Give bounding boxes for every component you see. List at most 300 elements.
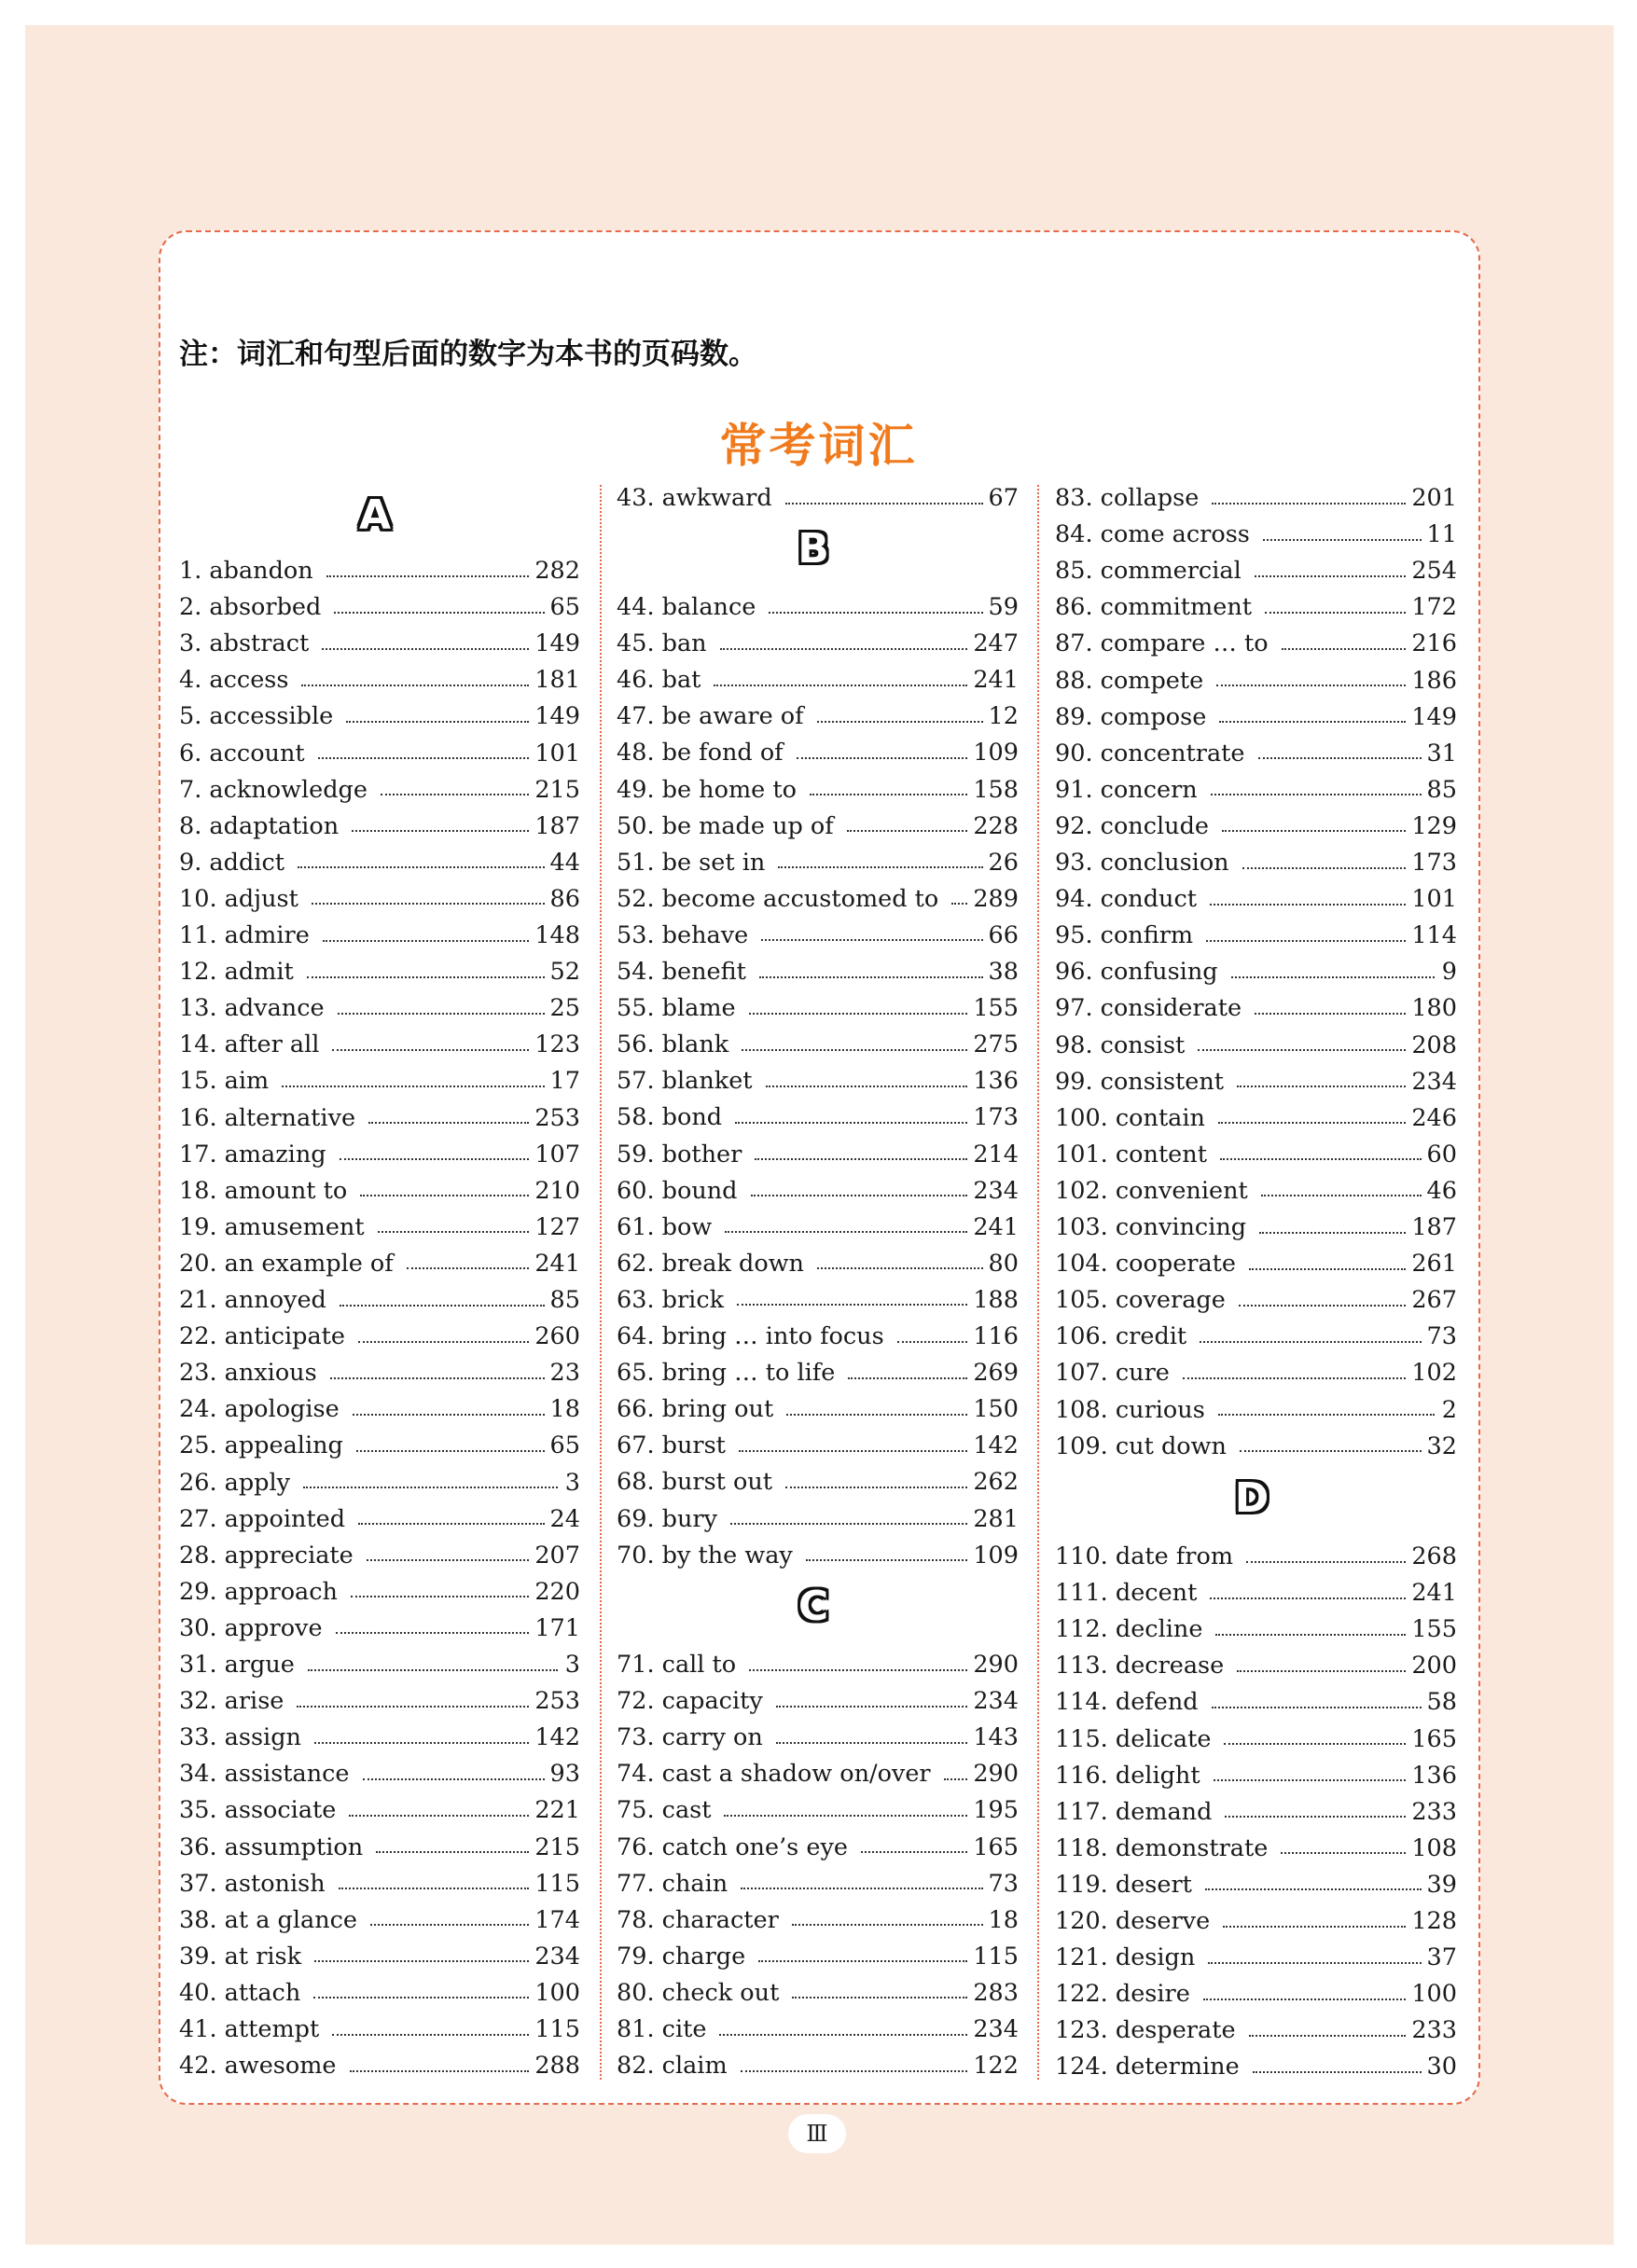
- dot-leader: [350, 2068, 530, 2072]
- dot-leader: [730, 1521, 967, 1525]
- vocab-term: 47. be aware of: [617, 702, 804, 731]
- vocab-term: 12. admit: [179, 958, 294, 987]
- vocab-entry: [179, 662, 580, 698]
- dot-leader: [334, 610, 544, 614]
- dot-leader: [1208, 1960, 1421, 1964]
- vocab-page: 150: [973, 1395, 1019, 1424]
- vocab-term: 98. consist: [1055, 1030, 1186, 1059]
- vocab-page: 165: [973, 1832, 1019, 1861]
- vocab-term: 22. anticipate: [179, 1322, 345, 1351]
- vocab-page: 58: [1426, 1688, 1457, 1717]
- vocab-term: 51. be set in: [617, 848, 766, 877]
- vocab-term: 94. conduct: [1055, 885, 1197, 914]
- vocab-entry: [179, 1720, 580, 1756]
- vocab-term: 20. an example of: [179, 1249, 394, 1278]
- vocab-term: 46. bat: [617, 666, 701, 695]
- vocab-entry: [179, 1428, 580, 1464]
- vocab-term: 54. benefit: [617, 958, 746, 986]
- vocab-page: 65: [549, 593, 580, 622]
- dot-leader: [720, 646, 968, 650]
- vocab-page: 173: [1411, 849, 1457, 877]
- vocab-page: 253: [534, 1103, 580, 1132]
- vocab-term: 89. compose: [1055, 702, 1207, 731]
- vocab-entry: [1055, 1355, 1457, 1391]
- vocab-entry: [179, 1756, 580, 1792]
- vocab-term: 73. carry on: [617, 1723, 763, 1752]
- vocab-term: 83. collapse: [1055, 484, 1200, 512]
- vocab-term: 74. cast a shadow on/over: [617, 1760, 931, 1789]
- vocab-page: 3: [564, 1651, 580, 1679]
- vocab-term: 37. astonish: [179, 1869, 326, 1898]
- vocab-page: 174: [534, 1905, 580, 1934]
- vocab-entry: [617, 698, 1019, 735]
- vocab-entry: [179, 1866, 580, 1902]
- vocab-entry: [617, 1792, 1019, 1829]
- vocab-page: 186: [1411, 666, 1457, 695]
- dot-leader: [358, 1339, 529, 1343]
- vocab-entry: [179, 1902, 580, 1939]
- vocab-term: 41. attempt: [179, 2015, 320, 2043]
- dot-leader: [1265, 610, 1406, 614]
- dot-leader: [749, 1011, 968, 1015]
- vocab-entry: [179, 1355, 580, 1391]
- dot-leader: [1225, 1814, 1406, 1818]
- vocab-page: 215: [534, 775, 580, 804]
- vocab-page: 114: [1411, 921, 1457, 950]
- dot-leader: [407, 1265, 530, 1269]
- vocab-page: 44: [549, 848, 580, 877]
- vocab-page: 143: [973, 1723, 1019, 1752]
- vocab-page: 220: [534, 1577, 580, 1606]
- vocab-term: 124. determine: [1055, 2053, 1240, 2081]
- dot-leader: [1215, 1632, 1406, 1636]
- vocab-entry: [1055, 1282, 1457, 1319]
- vocab-term: 80. check out: [617, 1978, 780, 2007]
- vocab-term: 97. considerate: [1055, 994, 1242, 1023]
- dot-leader: [1223, 1924, 1406, 1928]
- dot-leader: [340, 1156, 530, 1160]
- vocab-term: 28. appreciate: [179, 1541, 354, 1570]
- vocab-entry: [1055, 1648, 1457, 1684]
- vocab-term: 122. desire: [1055, 1980, 1190, 2009]
- vocab-term: 38. at a glance: [179, 1905, 358, 1934]
- dot-leader: [806, 1557, 968, 1561]
- vocab-entry: [617, 1428, 1019, 1464]
- dot-leader: [817, 719, 983, 723]
- vocab-term: 29. approach: [179, 1577, 338, 1606]
- vocab-term: 59. bother: [617, 1140, 742, 1169]
- vocab-page: 18: [549, 1395, 580, 1424]
- dot-leader: [766, 1084, 968, 1087]
- dot-leader: [792, 1995, 967, 1998]
- vocab-term: 30. approve: [179, 1613, 323, 1642]
- vocab-entry: [617, 954, 1019, 990]
- vocab-page: 241: [534, 1249, 580, 1278]
- dot-leader: [1240, 1448, 1422, 1452]
- vocab-page: 18: [988, 1905, 1019, 1934]
- vocab-term: 101. content: [1055, 1140, 1207, 1169]
- dot-leader: [1222, 828, 1406, 832]
- vocab-term: 93. conclusion: [1055, 849, 1229, 877]
- vocab-term: 65. bring … to life: [617, 1359, 836, 1388]
- dot-leader: [739, 1448, 967, 1452]
- vocab-entry: [617, 1720, 1019, 1756]
- vocab-entry: [1055, 736, 1457, 772]
- vocab-term: 95. confirm: [1055, 921, 1194, 950]
- vocab-page: 215: [534, 1832, 580, 1861]
- vocab-page: 30: [1426, 2053, 1457, 2081]
- letter-heading-c: C: [798, 1583, 829, 1630]
- dot-leader: [735, 1120, 967, 1124]
- vocab-page: 85: [549, 1286, 580, 1314]
- vocab-term: 49. be home to: [617, 775, 797, 804]
- vocab-page: 38: [988, 958, 1019, 986]
- vocab-entry: [617, 662, 1019, 698]
- vocab-entry: [617, 1830, 1019, 1866]
- vocab-term: 2. absorbed: [179, 593, 322, 622]
- vocab-entry: [617, 1866, 1019, 1902]
- vocab-entry: [1055, 1903, 1457, 1940]
- vocab-entry: [179, 1391, 580, 1428]
- vocab-term: 19. amusement: [179, 1212, 365, 1241]
- vocab-entry: [617, 1099, 1019, 1136]
- vocab-page: 241: [1411, 1579, 1457, 1608]
- vocab-term: 64. bring … into focus: [617, 1322, 884, 1350]
- dot-leader: [360, 1193, 529, 1196]
- dot-leader: [336, 1630, 530, 1634]
- dot-leader: [1281, 1850, 1406, 1854]
- dot-leader: [1219, 719, 1406, 723]
- vocab-term: 108. curious: [1055, 1395, 1205, 1424]
- dot-leader: [298, 864, 545, 868]
- dot-leader: [353, 1412, 545, 1416]
- vocab-entry: [179, 1683, 580, 1720]
- dot-leader: [1253, 2069, 1422, 2073]
- vocab-entry: [617, 1939, 1019, 1975]
- vocab-page: 282: [534, 557, 580, 585]
- vocab-entry: [617, 1355, 1019, 1391]
- vocab-page: 101: [1411, 885, 1457, 914]
- vocab-entry: [179, 1465, 580, 1501]
- vocab-entry: [179, 589, 580, 626]
- vocab-page: 261: [1411, 1250, 1457, 1279]
- dot-leader: [1218, 1120, 1406, 1124]
- vocab-page: 241: [973, 1212, 1019, 1241]
- vocab-entry: [1055, 1940, 1457, 1976]
- vocab-page: 233: [1411, 1797, 1457, 1826]
- vocab-page: 234: [534, 1942, 580, 1971]
- page-note: 注：词汇和句型后面的数字为本书的页码数。: [179, 338, 757, 371]
- dot-leader: [351, 1594, 529, 1597]
- vocab-entry: [179, 881, 580, 918]
- letter-heading-a: A: [358, 491, 392, 539]
- vocab-term: 31. argue: [179, 1651, 295, 1679]
- dot-leader: [776, 1740, 968, 1744]
- vocab-term: 4. access: [179, 666, 289, 695]
- dot-leader: [719, 2032, 967, 2036]
- dot-leader: [944, 1777, 968, 1780]
- vocab-entry: [179, 1282, 580, 1319]
- vocab-term: 75. cast: [617, 1796, 712, 1825]
- vocab-page: 171: [534, 1613, 580, 1642]
- vocab-entry: [617, 1683, 1019, 1720]
- vocab-entry: [179, 1975, 580, 2012]
- vocab-entry: [179, 736, 580, 772]
- vocab-page: 136: [973, 1067, 1019, 1096]
- dot-leader: [340, 1303, 545, 1307]
- vocab-term: 36. assumption: [179, 1832, 364, 1861]
- vocab-entry: [1055, 1575, 1457, 1611]
- vocab-page: 149: [534, 629, 580, 658]
- vocab-page: 109: [973, 1541, 1019, 1570]
- vocab-page: 254: [1411, 557, 1457, 586]
- vocab-term: 39. at risk: [179, 1942, 302, 1971]
- dot-leader: [326, 574, 530, 577]
- vocab-entry: [617, 1902, 1019, 1939]
- vocab-entry: [1055, 1210, 1457, 1246]
- dot-leader: [318, 755, 530, 759]
- vocab-term: 81. cite: [617, 2015, 707, 2043]
- vocab-page: 195: [973, 1796, 1019, 1825]
- vocab-entry: [1055, 1246, 1457, 1282]
- vocab-page: 233: [1411, 2016, 1457, 2045]
- vocab-term: 53. behave: [617, 920, 749, 949]
- vocab-page: 208: [1411, 1030, 1457, 1059]
- dot-leader: [797, 755, 968, 759]
- vocab-entry: [179, 2012, 580, 2048]
- vocab-entry: [1055, 1758, 1457, 1794]
- dot-leader: [1224, 1741, 1406, 1745]
- vocab-page: 234: [973, 2015, 1019, 2043]
- vocab-page: 32: [1426, 1431, 1457, 1460]
- vocab-page: 108: [1411, 1833, 1457, 1862]
- vocab-entry: [179, 1647, 580, 1683]
- vocab-entry: [1055, 1100, 1457, 1137]
- dot-leader: [1210, 1596, 1406, 1599]
- vocab-term: 121. design: [1055, 1943, 1196, 1972]
- vocab-entry: [617, 990, 1019, 1027]
- dot-leader: [778, 864, 982, 868]
- dot-leader: [378, 1229, 530, 1233]
- vocab-term: 123. desperate: [1055, 2016, 1236, 2045]
- vocab-page: 65: [549, 1431, 580, 1460]
- dot-leader: [1239, 1303, 1407, 1307]
- vocab-term: 33. assign: [179, 1723, 301, 1752]
- vocab-term: 118. demonstrate: [1055, 1833, 1269, 1862]
- dot-leader: [817, 1265, 983, 1269]
- vocab-page: 109: [973, 739, 1019, 768]
- vocab-page: 128: [1411, 1907, 1457, 1935]
- dot-leader: [861, 1849, 967, 1853]
- vocab-entry: [179, 1538, 580, 1574]
- dot-leader: [1211, 792, 1422, 795]
- vocab-entry: [617, 1464, 1019, 1500]
- vocab-entry: [179, 918, 580, 954]
- vocab-term: 96. confusing: [1055, 958, 1218, 987]
- vocab-term: 9. addict: [179, 848, 284, 877]
- vocab-page: 52: [549, 958, 580, 987]
- dot-leader: [1246, 1559, 1406, 1563]
- vocab-term: 21. annoyed: [179, 1286, 326, 1314]
- vocab-page: 187: [1411, 1213, 1457, 1241]
- vocab-page: 116: [973, 1322, 1019, 1350]
- vocab-page: 290: [973, 1760, 1019, 1789]
- dot-leader: [370, 1922, 529, 1926]
- vocab-entry: [1055, 990, 1457, 1027]
- vocab-term: 112. decline: [1055, 1615, 1203, 1644]
- dot-leader: [1249, 1266, 1406, 1270]
- vocab-page: 214: [973, 1140, 1019, 1169]
- vocab-entry: [1055, 1722, 1457, 1758]
- vocab-term: 23. anxious: [179, 1359, 317, 1388]
- vocab-term: 27. appointed: [179, 1504, 346, 1533]
- dot-leader: [381, 792, 529, 795]
- vocab-page: 9: [1441, 958, 1457, 987]
- vocab-term: 110. date from: [1055, 1542, 1234, 1570]
- dot-leader: [356, 1448, 545, 1452]
- dot-leader: [761, 937, 982, 941]
- vocab-page: 289: [973, 884, 1019, 913]
- vocab-page: 288: [534, 2052, 580, 2081]
- vocab-entry: [1055, 2049, 1457, 2085]
- vocab-term: 90. concentrate: [1055, 739, 1245, 768]
- vocab-term: 56. blank: [617, 1030, 729, 1059]
- vocab-page: 101: [534, 739, 580, 768]
- vocab-entry: [179, 1063, 580, 1099]
- vocab-entry: [617, 809, 1019, 845]
- vocab-term: 26. apply: [179, 1468, 291, 1497]
- vocab-entry: [1055, 1429, 1457, 1465]
- dot-leader: [332, 2032, 529, 2036]
- vocab-page: 149: [534, 702, 580, 731]
- dot-leader: [1259, 1230, 1406, 1234]
- vocab-term: 7. acknowledge: [179, 775, 368, 804]
- vocab-term: 6. account: [179, 739, 305, 768]
- vocab-term: 106. credit: [1055, 1322, 1187, 1351]
- vocab-entry: [179, 845, 580, 881]
- dot-leader: [785, 501, 983, 505]
- vocab-page: 267: [1411, 1286, 1457, 1315]
- vocab-entry: [179, 1319, 580, 1355]
- vocab-page: 142: [973, 1431, 1019, 1460]
- dot-leader: [1231, 975, 1435, 978]
- vocab-page: 73: [1426, 1322, 1457, 1351]
- vocab-entry: [1055, 918, 1457, 954]
- vocab-entry: [1055, 1028, 1457, 1064]
- vocab-entry: [179, 1501, 580, 1538]
- dot-leader: [848, 1376, 967, 1379]
- vocab-term: 34. assistance: [179, 1760, 350, 1789]
- vocab-term: 114. defend: [1055, 1688, 1199, 1717]
- vocab-term: 18. amount to: [179, 1176, 348, 1205]
- dot-leader: [1206, 938, 1406, 942]
- dot-leader: [1216, 683, 1406, 686]
- vocab-page: 93: [549, 1760, 580, 1789]
- vocab-entry: [617, 845, 1019, 881]
- vocab-page: 234: [973, 1176, 1019, 1205]
- vocab-page: 181: [534, 666, 580, 695]
- vocab-entry: [179, 1830, 580, 1866]
- vocab-page: 187: [534, 811, 580, 840]
- vocab-entry: [179, 809, 580, 845]
- vocab-page: 234: [973, 1687, 1019, 1716]
- vocab-page: 17: [549, 1067, 580, 1096]
- vocab-page: 200: [1411, 1652, 1457, 1680]
- vocab-page: 207: [534, 1541, 580, 1570]
- dot-leader: [1205, 1887, 1422, 1890]
- dot-leader: [1212, 501, 1406, 505]
- dot-leader: [776, 1704, 968, 1708]
- vocab-term: 55. blame: [617, 994, 736, 1023]
- vocab-entry: [617, 1647, 1019, 1683]
- vocab-entry: [1055, 1611, 1457, 1648]
- vocab-entry: [1055, 809, 1457, 845]
- vocab-entry: [617, 1391, 1019, 1428]
- dot-leader: [1242, 865, 1407, 869]
- vocab-page: 142: [534, 1723, 580, 1752]
- vocab-page: 290: [973, 1651, 1019, 1679]
- vocab-entry: [179, 1137, 580, 1173]
- vocab-page: 46: [1426, 1176, 1457, 1205]
- vocab-entry: [1055, 1794, 1457, 1831]
- vocab-term: 119. desert: [1055, 1870, 1192, 1899]
- vocab-page: 155: [1411, 1615, 1457, 1644]
- dot-leader: [363, 1777, 545, 1780]
- letter-heading-b: B: [798, 525, 829, 573]
- vocab-page: 234: [1411, 1067, 1457, 1096]
- vocab-page: 107: [534, 1140, 580, 1169]
- dot-leader: [749, 1667, 967, 1671]
- dot-leader: [312, 901, 545, 905]
- vocab-term: 11. admire: [179, 921, 310, 949]
- vocab-page: 39: [1426, 1870, 1457, 1899]
- vocab-entry: [1055, 1064, 1457, 1100]
- vocab-page: 59: [988, 593, 1019, 621]
- vocab-page: 201: [1411, 484, 1457, 512]
- vocab-term: 44. balance: [617, 593, 756, 621]
- vocab-entry: [617, 1027, 1019, 1063]
- vocab-term: 82. claim: [617, 2052, 728, 2081]
- vocab-page: 67: [988, 484, 1019, 512]
- vocab-page: 100: [1411, 1980, 1457, 2009]
- vocab-term: 10. adjust: [179, 884, 298, 913]
- dot-leader: [1200, 1339, 1421, 1343]
- dot-leader: [323, 938, 530, 942]
- vocab-page: 100: [534, 1978, 580, 2007]
- dot-leader: [847, 828, 968, 832]
- vocab-term: 113. decrease: [1055, 1652, 1225, 1680]
- dot-leader: [282, 1084, 544, 1087]
- dot-leader: [1212, 1705, 1422, 1708]
- vocab-term: 117. demand: [1055, 1797, 1213, 1826]
- dot-leader: [349, 1813, 529, 1817]
- dot-leader: [1183, 1376, 1406, 1379]
- vocab-entry: [1055, 1319, 1457, 1355]
- vocab-entry: [1055, 699, 1457, 736]
- vocab-entry: [179, 1574, 580, 1611]
- vocab-page: 80: [988, 1249, 1019, 1278]
- vocab-entry: [1055, 1867, 1457, 1903]
- vocab-page: 26: [988, 848, 1019, 877]
- vocab-entry: [617, 1210, 1019, 1246]
- vocab-page: 129: [1411, 811, 1457, 840]
- vocab-term: 87. compare … to: [1055, 629, 1269, 658]
- dot-leader: [741, 1886, 982, 1889]
- dot-leader: [338, 1011, 545, 1015]
- vocab-term: 72. capacity: [617, 1687, 763, 1716]
- vocab-term: 107. cure: [1055, 1359, 1170, 1388]
- dot-leader: [792, 1922, 983, 1926]
